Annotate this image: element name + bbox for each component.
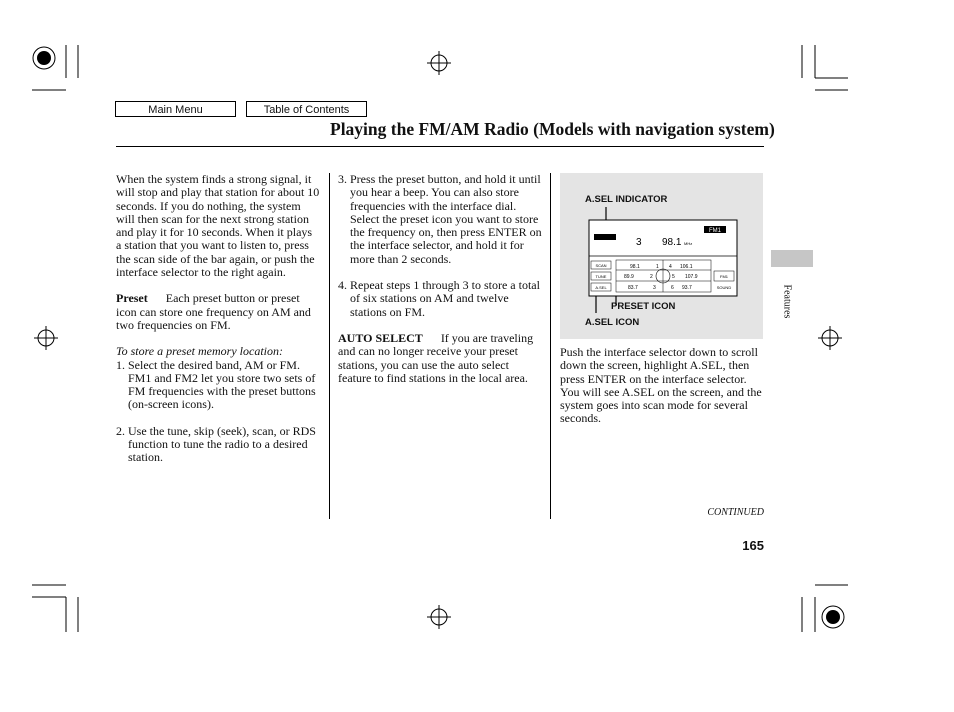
preset-number: 3 xyxy=(636,237,642,248)
store-heading: To store a preset memory location: xyxy=(116,344,283,359)
main-menu-button[interactable]: Main Menu xyxy=(115,101,236,117)
preset-num-4: 4 xyxy=(669,264,672,270)
preset-6: 93.7 xyxy=(682,285,692,291)
step-text: Use the tune, skip (seek), scan, or RDS function to tune the radio to a desired station. xyxy=(128,423,316,465)
continued-label: CONTINUED xyxy=(707,507,764,518)
preset-heading: Preset xyxy=(116,291,148,306)
right-paragraph: Push the interface selector down to scroll down the screen, highlight A.SEL, then press ENTER on the interface selector. You will see A.SEL on the screen, and the system goes into scan mode for several seconds. xyxy=(560,345,762,426)
auto-select-text: If you are traveling and can no longer receive your preset stations, you can use the auto select feature to find stations in the local area. xyxy=(338,330,534,385)
asel-indicator-block xyxy=(594,234,616,240)
frequency-unit: MHz xyxy=(684,241,693,246)
preset-4: 106.1 xyxy=(680,264,693,270)
asel-label: A.SEL xyxy=(595,285,607,290)
preset-2: 89.9 xyxy=(624,274,634,280)
step-number: 4. xyxy=(338,278,347,293)
right-column xyxy=(560,346,765,426)
left-column xyxy=(116,173,320,465)
middle-column xyxy=(338,173,542,385)
page-number: 165 xyxy=(742,538,764,553)
asel-icon-label: A.SEL ICON xyxy=(585,317,640,328)
preset-text: Each preset button or preset icon can store one frequency on AM and two frequencies on FM. xyxy=(116,291,311,332)
scan-label: SCAN xyxy=(595,263,607,268)
intro-paragraph: When the system finds a strong signal, it will stop and play that station for about 10 seconds. If you do nothing, the system will then scan for the next strong station and play it for 10 seconds. When it plays a station that you want to listen to, press the scan side of the bar again, or push the interface selector to the right again. xyxy=(116,172,320,280)
list-item xyxy=(338,173,542,266)
step-number: 3. xyxy=(338,172,347,186)
step-text: Press the preset button, and hold it until you hear a beep. You can also store frequencies with the interface dial. Select the preset icon you want to store the frequency on, then press ENTER on the interface selector, and hold it for more than 2 seconds. xyxy=(350,172,542,266)
auto-select-heading: AUTO SELECT xyxy=(338,330,423,345)
preset-5: 107.9 xyxy=(685,274,698,280)
step-number: 2. xyxy=(116,423,125,438)
band-text: FM1 xyxy=(709,228,721,234)
preset-paragraph xyxy=(116,292,320,332)
fm1-side-label: FM1 xyxy=(720,274,728,279)
step-number: 1. xyxy=(116,357,125,372)
list-item xyxy=(116,359,320,412)
preset-num-5: 5 xyxy=(672,274,675,280)
preset-num-3: 3 xyxy=(653,285,656,291)
title-divider xyxy=(116,146,764,147)
column-divider xyxy=(329,173,330,519)
preset-icon-label: PRESET ICON xyxy=(611,301,676,312)
features-tab[interactable] xyxy=(771,250,813,267)
step-text: Repeat steps 1 through 3 to store a total of six stations on AM and twelve stations on FM. xyxy=(350,278,540,319)
page-title: Playing the FM/AM Radio (Models with navigation system) xyxy=(330,119,775,139)
table-of-contents-button[interactable]: Table of Contents xyxy=(246,101,367,117)
list-item xyxy=(116,425,320,465)
list-item xyxy=(338,279,542,319)
features-tab-label: Features xyxy=(781,284,793,319)
column-divider xyxy=(550,173,551,519)
preset-num-2: 2 xyxy=(650,274,653,280)
asel-indicator-label: A.SEL INDICATOR xyxy=(585,194,668,205)
auto-select-paragraph xyxy=(338,332,542,385)
preset-num-6: 6 xyxy=(671,285,674,291)
step-text: Select the desired band, AM or FM. FM1 and FM2 let you store two sets of FM frequencies with the preset buttons (on-screen icons). xyxy=(128,357,316,412)
sound-label: SOUND xyxy=(716,285,732,290)
radio-display-illustration xyxy=(586,205,741,315)
frequency-readout: 98.1 xyxy=(662,237,682,248)
preset-3: 83.7 xyxy=(628,285,638,291)
preset-num-1: 1 xyxy=(656,264,659,270)
tune-label: TUNE xyxy=(595,274,607,279)
preset-1: 98.1 xyxy=(630,264,640,270)
